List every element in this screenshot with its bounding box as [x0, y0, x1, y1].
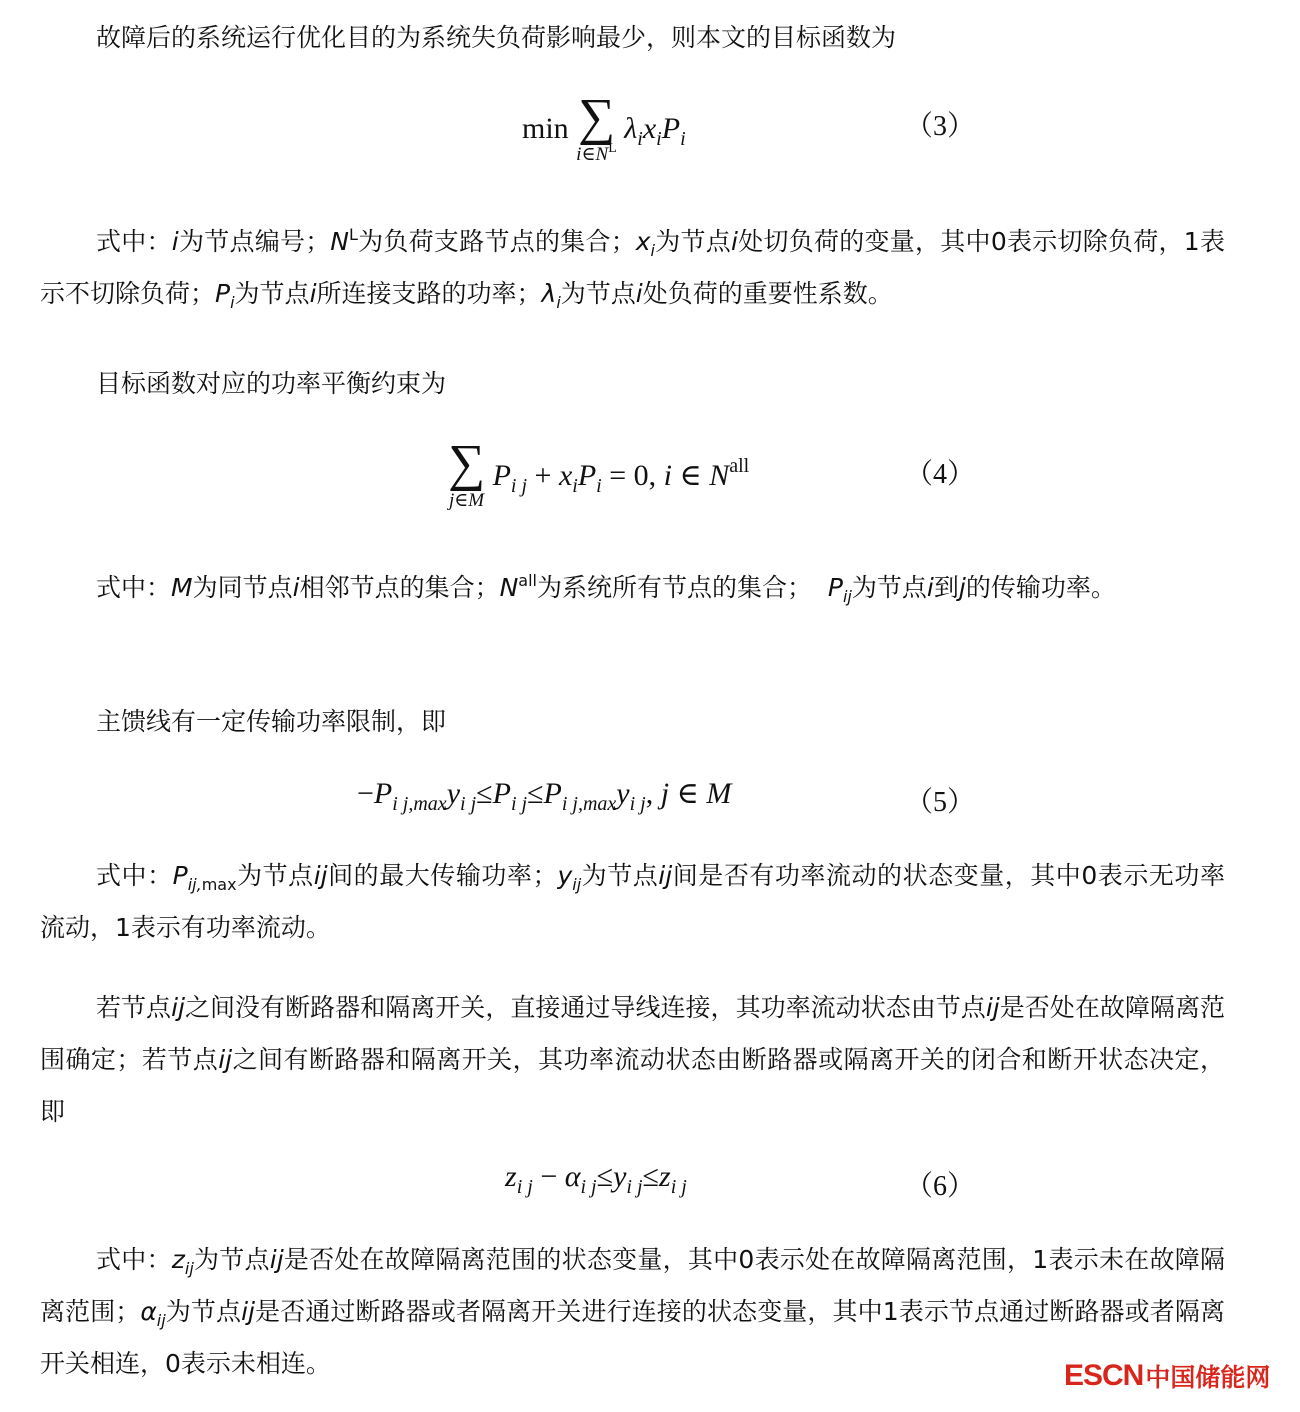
equation-3: min ∑ $i\in N^L$ $\lambda_ix_iP_i$	[522, 89, 686, 165]
equation-number-4: （4）	[905, 459, 976, 490]
summation-symbol: ∑ j∈M	[448, 435, 486, 511]
logo-text: 中国储能网	[1145, 1363, 1271, 1392]
paragraph-variable-definitions-3: 式中：$P_{ij,max}$为节点ij间的最大传输功率；$y_{ij}$为节点ij间是否有功率流动的状态变量，其中0表示无功率流动，1表示有功率流动。	[40, 861, 1225, 942]
paragraph-variable-definitions-4: 式中：$z_{ij}$为节点ij是否处在故障隔离范围的状态变量，其中0表示处在故障隔离范围，1表示未在故障隔离范围；$\alpha_{ij}$为节点ij是否通过断路器或者隔离开关进行连接的状态变量，其中1表示节点通过断路器或者隔离开关相连，0表示未相连。	[40, 1245, 1225, 1378]
equation-number-6: （6）	[905, 1171, 976, 1202]
equation-number-3: （3）	[905, 111, 976, 142]
logo-mark: ESCN	[1064, 1359, 1144, 1392]
equation-6: $z_{i j} - \alpha_{i j}\le y_{i j}\le z_{i j}$	[505, 1160, 687, 1198]
summation-symbol: ∑ $i\in N^L$	[576, 89, 617, 165]
equation-4: ∑ j∈M $P_{i j} + x_iP_i = 0$, i ∈ $N^{all}$	[448, 435, 750, 511]
equation-number-5: （5）	[905, 787, 976, 818]
paragraph-power-balance-intro: 目标函数对应的功率平衡约束为	[96, 369, 447, 398]
paragraph-objective-intro: 故障后的系统运行优化目的为系统失负荷影响最少，则本文的目标函数为	[96, 23, 897, 52]
paragraph-variable-definitions-2: 式中：M为同节点i相邻节点的集合；$N^{all}$为系统所有节点的集合； $P_{ij}$为节点i到j的传输功率。	[96, 571, 1116, 606]
paragraph-variable-definitions-1: 式中：i为节点编号；$N^L$为负荷支路节点的集合；$x_i$为节点i处切负荷的变量，其中0表示切除负荷，1表示不切除负荷；$P_i$为节点i所连接支路的功率；$\lambda_i$为节点i处负荷的重要性系数。	[40, 225, 1225, 312]
equation-5: $-P_{i j,max}y_{i j}\le P_{i j}\le P_{i j,max}y_{i j}$, j ∈ M	[357, 777, 732, 815]
paragraph-breaker-description: 若节点ij之间没有断路器和隔离开关，直接通过导线连接，其功率流动状态由节点ij是否处在故障隔离范围确定；若节点ij之间有断路器和隔离开关，其功率流动状态由断路器或隔离开关的闭合和断开状态决定，即	[40, 993, 1225, 1126]
paragraph-feeder-limit-intro: 主馈线有一定传输功率限制，即	[96, 707, 447, 736]
escn-watermark-logo	[1064, 1356, 1270, 1396]
